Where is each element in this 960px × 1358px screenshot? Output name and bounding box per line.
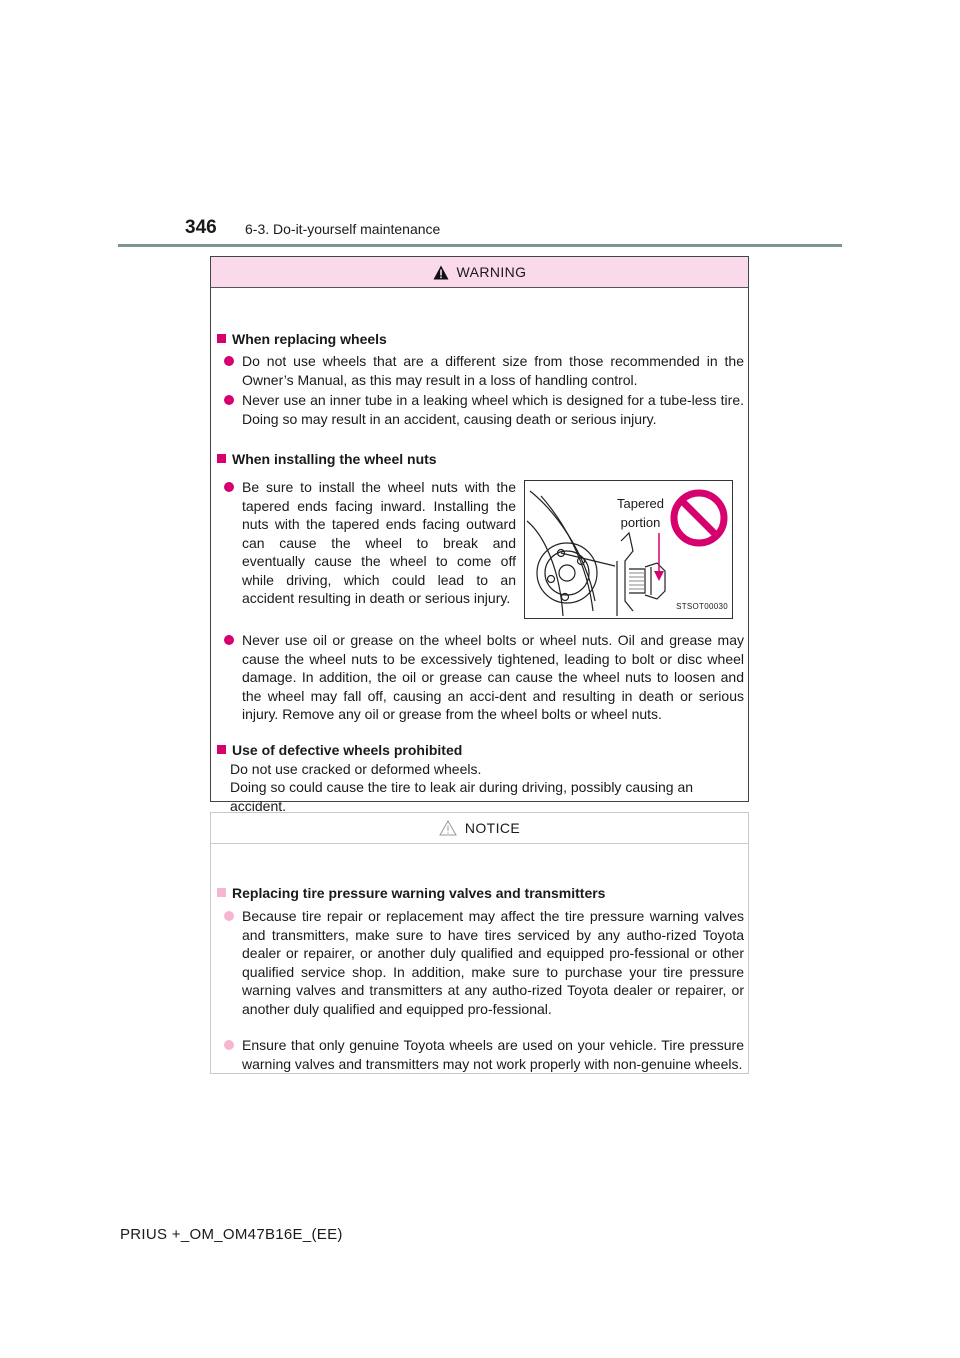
warning-header bbox=[211, 257, 748, 288]
arrow-icon bbox=[649, 533, 669, 583]
round-bullet-icon bbox=[224, 395, 234, 405]
warning-heading-2: When installing the wheel nuts bbox=[217, 450, 437, 469]
section-title: 6-3. Do-it-yourself maintenance bbox=[245, 221, 441, 237]
figure-code: STSOT00030 bbox=[676, 601, 728, 611]
square-bullet-icon bbox=[217, 454, 226, 463]
page-number: 346 bbox=[185, 217, 217, 238]
round-bullet-icon bbox=[224, 635, 234, 645]
warning-text-1: Do not use cracked or deformed wheels. bbox=[230, 761, 482, 777]
warning-heading-3: Use of defective wheels prohibited bbox=[217, 741, 462, 760]
warning-text-2: Doing so could cause the tire to leak air during driving, possibly causing an accident. bbox=[230, 779, 694, 814]
warning-box bbox=[210, 256, 749, 814]
square-bullet-icon bbox=[217, 745, 226, 754]
notice-title: NOTICE bbox=[464, 820, 521, 836]
warning-bullet-3: Be sure to install the wheel nuts with the tapered ends facing inward. Installing the nuts with the tapered ends facing outward can cause the wheel to break and eventually cause the wheel to come off while driving, which could lead to an accident resulting in death or serious injury. bbox=[224, 478, 516, 608]
round-bullet-icon bbox=[224, 911, 234, 921]
warning-bullet-1: Do not use wheels that are a different size from those recommended in the Owner’s Manual, as this may result in a loss of handling control. bbox=[224, 352, 744, 389]
notice-bullet-1: Because tire repair or replacement may affect the tire pressure warning valves and transmitters, make sure to have tires serviced by any autho-rized Toyota dealer or repairer, or another duly qualified and equipped pro-fessional or other qualified service shop. In addition, make sure to purchase your tire pressure warning valves and transmitters at any autho-rized Toyota dealer or repairer, or another duly qualified and equipped pro-fessional. bbox=[224, 907, 744, 1018]
notice-bullet-2: Ensure that only genuine Toyota wheels are used on your vehicle. Tire pressure warning valves and transmitters may not work properly with non-genuine wheels. bbox=[224, 1036, 744, 1073]
notice-header bbox=[211, 813, 748, 844]
round-bullet-icon bbox=[224, 482, 234, 492]
warning-bullet-2: Never use an inner tube in a leaking wheel which is designed for a tube-less tire. Doing so may result in an accident, causing death or serious injury. bbox=[224, 391, 744, 428]
wheel-nut-figure bbox=[524, 480, 733, 619]
square-bullet-icon bbox=[217, 334, 226, 343]
round-bullet-icon bbox=[224, 1040, 234, 1050]
notice-triangle-icon bbox=[439, 820, 457, 836]
notice-box bbox=[210, 812, 749, 1074]
footer-doc-id: PRIUS +_OM_OM47B16E_(EE) bbox=[120, 1226, 343, 1243]
round-bullet-icon bbox=[224, 356, 234, 366]
square-bullet-icon bbox=[217, 888, 226, 897]
tapered-portion-label: Tapered portion bbox=[617, 496, 664, 530]
notice-heading: Replacing tire pressure warning valves and transmitters bbox=[217, 884, 605, 903]
warning-title: WARNING bbox=[456, 264, 527, 280]
warning-bullet-4: Never use oil or grease on the wheel bolts or wheel nuts. Oil and grease may cause the wheel nuts to be excessively tightened, leading to bolt or disc wheel damage. In addition, the oil or grease can cause the wheel nuts to loosen and the wheel may fall off, causing an acci-dent and resulting in death or serious injury. Remove any oil or grease from the wheel bolts or wheel nuts. bbox=[224, 631, 744, 724]
warning-heading-1: When replacing wheels bbox=[217, 330, 387, 349]
warning-triangle-icon bbox=[433, 265, 449, 280]
prohibited-icon bbox=[668, 487, 730, 549]
header-rule bbox=[118, 244, 842, 247]
